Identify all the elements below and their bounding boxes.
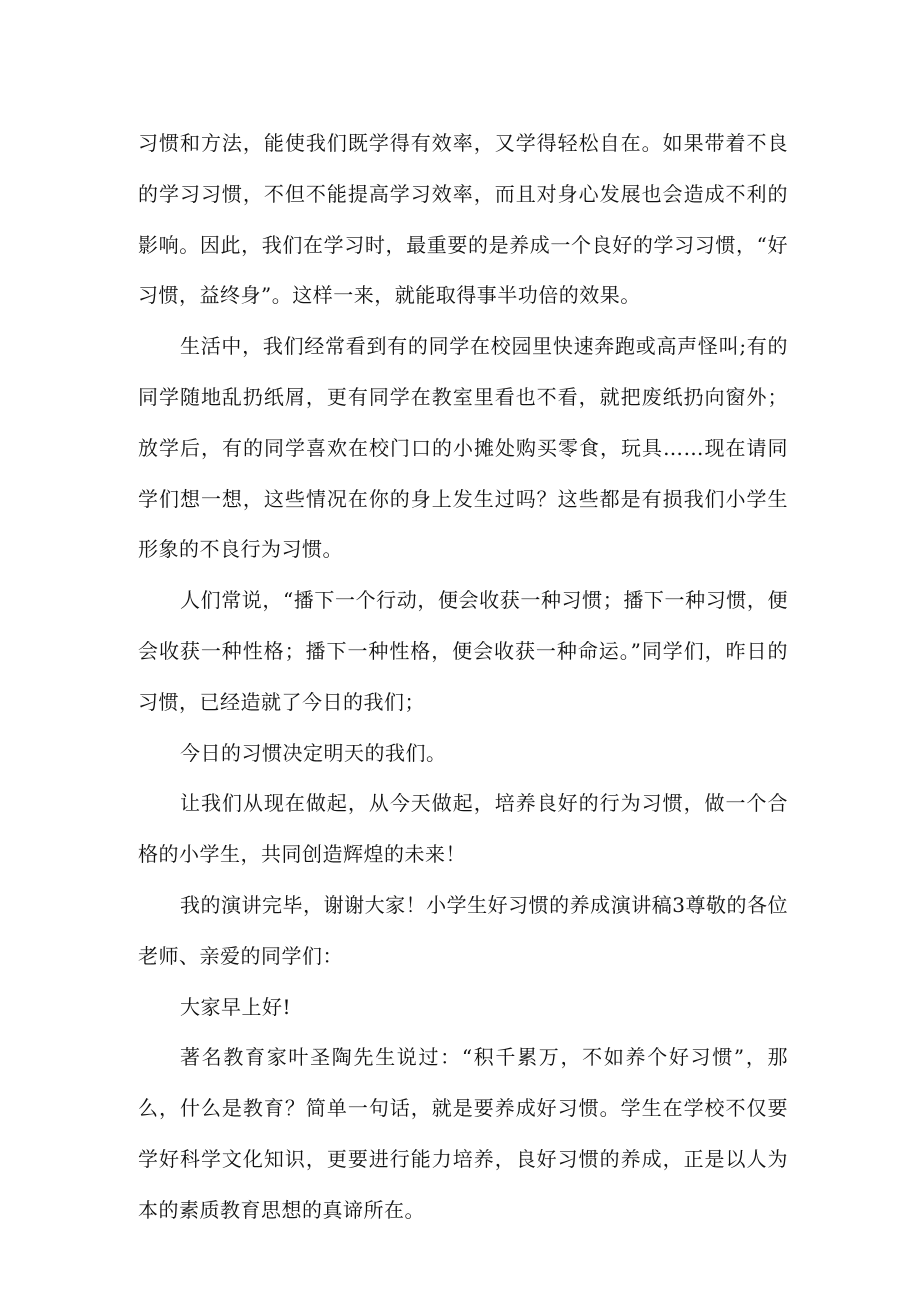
paragraph-7: 大家早上好! <box>180 994 292 1019</box>
paragraph-8: 著名教育家叶圣陶先生说过：“积千累万，不如养个好习惯”，那么，什么是教育？简单一句话，就是要养成好习惯。学生在学校不仅要学好科学文化知识，更要进行能力培养，良好习惯的养成，正是以人为本的素质教育思想的真谛所在。 <box>138 1045 788 1222</box>
paragraph-4: 今日的习惯决定明天的我们。 <box>180 740 447 765</box>
document-body <box>138 118 788 1236</box>
paragraph-2: 生活中，我们经常看到有的同学在校园里快速奔跑或高声怪叫;有的同学随地乱扔纸屑，更有同学在教室里看也不看，就把废纸扔向窗外；放学后，有的同学喜欢在校门口的小摊处购买零食，玩具……现在请同学们想一想，这些情况在你的身上发生过吗？这些都是有损我们小学生形象的不良行为习惯。 <box>138 334 788 562</box>
paragraph-1: 习惯和方法，能使我们既学得有效率，又学得轻松自在。如果带着不良的学习习惯，不但不能提高学习效率，而且对身心发展也会造成不利的影响。因此，我们在学习时，最重要的是养成一个良好的学习习惯，“好习惯，益终身”。这样一来，就能取得事半功倍的效果。 <box>138 131 788 308</box>
paragraph-5: 让我们从现在做起，从今天做起，培养良好的行为习惯，做一个合格的小学生，共同创造辉煌的未来！ <box>138 791 788 867</box>
paragraph-3: 人们常说，“播下一个行动，便会收获一种习惯；播下一种习惯，便会收获一种性格；播下一种性格，便会收获一种命运。”同学们，昨日的习惯，已经造就了今日的我们； <box>138 588 788 714</box>
paragraph-6: 我的演讲完毕，谢谢大家！小学生好习惯的养成演讲稿3尊敬的各位老师、亲爱的同学们： <box>138 892 788 968</box>
